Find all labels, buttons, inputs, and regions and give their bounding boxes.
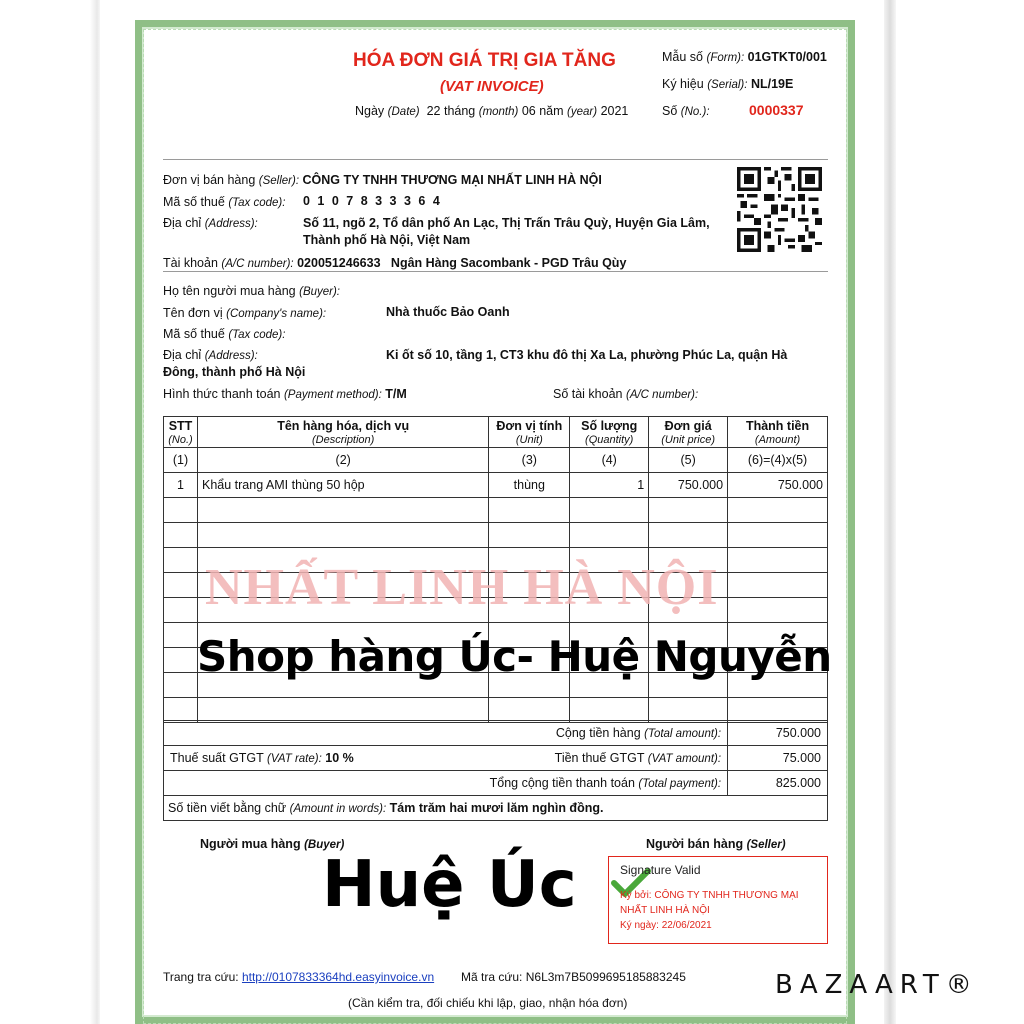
item-quantity: 1 bbox=[570, 473, 649, 498]
signature-valid-text: Signature Valid bbox=[620, 863, 701, 877]
buyer-account-en: (A/C number): bbox=[625, 389, 699, 401]
serial-label: Ký hiệu bbox=[662, 77, 704, 91]
no-label: Số bbox=[662, 104, 678, 118]
seller-account-en: (A/C number): bbox=[221, 258, 294, 270]
buyer-address-en: (Address): bbox=[204, 350, 258, 362]
col-number: (3) bbox=[489, 448, 570, 473]
col-number: (1) bbox=[164, 448, 198, 473]
year-word: năm bbox=[539, 104, 564, 118]
col-header-en: (No.) bbox=[168, 434, 193, 446]
invoice-date bbox=[355, 104, 628, 118]
invoice-title: HÓA ĐƠN GIÁ TRỊ GIA TĂNG bbox=[353, 50, 616, 71]
col-header-unit bbox=[489, 417, 570, 448]
year-label: (year) bbox=[567, 106, 598, 118]
col-number: (5) bbox=[649, 448, 728, 473]
col-header-quantity bbox=[570, 417, 649, 448]
buyer-account-row bbox=[553, 387, 698, 401]
seller-tax-en: (Tax code): bbox=[228, 197, 286, 209]
date-label: (Date) bbox=[387, 106, 420, 118]
page-edge-right bbox=[884, 0, 896, 1024]
digital-signature-box bbox=[608, 856, 828, 944]
buyer-sign-label: Người mua hàng bbox=[200, 837, 301, 851]
signed-date: Ký ngày: 22/06/2021 bbox=[620, 920, 712, 931]
seller-account: 020051246633 Ngân Hàng Sacombank - PGD Trâu Qùy bbox=[297, 256, 627, 270]
buyer-tax-en: (Tax code): bbox=[228, 329, 286, 341]
buyer-name-row bbox=[163, 284, 340, 298]
item-no: 1 bbox=[164, 473, 198, 498]
lookup-row bbox=[163, 970, 434, 984]
serial-number bbox=[662, 77, 793, 91]
subtotal-value: 750.000 bbox=[728, 721, 828, 746]
payment-method-row bbox=[163, 387, 407, 401]
seller-signature-label bbox=[646, 837, 786, 851]
code-label: Mã tra cứu: bbox=[461, 970, 523, 984]
table-row-empty bbox=[164, 498, 828, 523]
buyer-address-label: Địa chỉ bbox=[163, 348, 202, 362]
serial-value: NL/19E bbox=[750, 77, 794, 91]
divider bbox=[163, 159, 828, 160]
buyer-address-line1: Ki ốt số 10, tầng 1, CT3 khu đô thị Xa La, phường Phúc La, quận Hà bbox=[386, 348, 788, 362]
col-header-amount bbox=[728, 417, 828, 448]
col-number: (6)=(4)x(5) bbox=[728, 448, 828, 473]
column-number-row bbox=[164, 448, 828, 473]
vat-row bbox=[164, 746, 828, 771]
lookup-code-row bbox=[461, 970, 686, 984]
month-label: (month) bbox=[478, 106, 519, 118]
subtotal-row bbox=[164, 721, 828, 746]
footer-note: (Cần kiểm tra, đối chiếu khi lập, giao, nhận hóa đơn) bbox=[348, 996, 628, 1010]
seller-tax-label: Mã số thuế bbox=[163, 195, 225, 209]
date-prefix: Ngày bbox=[355, 104, 385, 118]
invoice-number bbox=[662, 104, 710, 118]
table-row-empty bbox=[164, 523, 828, 548]
item-unit: thùng bbox=[489, 473, 570, 498]
vat-amount-en: (VAT amount): bbox=[647, 753, 722, 765]
col-header-en: (Quantity) bbox=[585, 434, 634, 446]
invoice-number-value: 0000337 bbox=[749, 102, 804, 118]
total-value: 825.000 bbox=[728, 771, 828, 796]
vat-amount-label-group bbox=[555, 751, 721, 765]
seller-label: Đơn vị bán hàng bbox=[163, 173, 256, 187]
date-month: 06 bbox=[521, 104, 536, 118]
company-label: Tên đơn vị bbox=[163, 306, 223, 320]
total-label-cell bbox=[164, 771, 728, 796]
item-amount: 750.000 bbox=[728, 473, 828, 498]
col-header-description bbox=[197, 417, 488, 448]
invoice-subtitle: (VAT INVOICE) bbox=[440, 78, 544, 95]
table-row bbox=[164, 473, 828, 498]
buyer-address-line2: Đông, thành phố Hà Nội bbox=[163, 365, 306, 379]
signed-by-line2: NHẤT LINH HÀ NỘI bbox=[620, 905, 710, 916]
buyer-tax-label: Mã số thuế bbox=[163, 327, 225, 341]
seller-account-row bbox=[163, 256, 626, 270]
overlay-shop-text: Shop hàng Úc- Huệ Nguyễn bbox=[197, 632, 832, 681]
amount-words-cell bbox=[164, 796, 828, 821]
col-header-label: Thành tiền bbox=[745, 419, 810, 433]
seller-account-label: Tài khoản bbox=[163, 256, 218, 270]
seller-address-line2: Thành phố Hà Nội, Việt Nam bbox=[303, 233, 471, 247]
seller-name: CÔNG TY TNHH THƯƠNG MẠI NHẤT LINH HÀ NỘI bbox=[302, 173, 602, 187]
buyer-company-label-row bbox=[163, 306, 326, 320]
signed-by-line1: Ký bởi: CÔNG TY TNHH THƯƠNG MẠI bbox=[620, 890, 799, 901]
col-header-label: STT bbox=[168, 419, 193, 433]
buyer-label: Họ tên người mua hàng bbox=[163, 284, 296, 298]
form-en: (Form): bbox=[706, 52, 745, 64]
vat-amount-value: 75.000 bbox=[728, 746, 828, 771]
seller-tax-label-row bbox=[163, 195, 285, 209]
brand-logo: BAZAART® bbox=[775, 970, 979, 1000]
table-header-row bbox=[164, 417, 828, 448]
lookup-link[interactable]: http://0107833364hd.easyinvoice.vn bbox=[241, 970, 435, 984]
col-header-en: (Unit price) bbox=[661, 434, 716, 446]
seller-sign-en: (Seller) bbox=[746, 839, 786, 851]
no-en: (No.): bbox=[680, 106, 710, 118]
form-label: Mẫu số bbox=[662, 50, 703, 64]
vat-label-cell bbox=[164, 746, 728, 771]
subtotal-label-cell bbox=[164, 721, 728, 746]
seller-address-label: Địa chỉ bbox=[163, 216, 202, 230]
lookup-label: Trang tra cứu: bbox=[163, 970, 239, 984]
payment-en: (Payment method): bbox=[283, 389, 382, 401]
buyer-account-label: Số tài khoản bbox=[553, 387, 623, 401]
buyer-address-label-row bbox=[163, 348, 258, 362]
seller-address-en: (Address): bbox=[204, 218, 258, 230]
col-header-en: (Description) bbox=[311, 434, 375, 446]
lookup-code: N6L3m7B5099695185883245 bbox=[525, 970, 686, 984]
month-word: tháng bbox=[443, 104, 476, 118]
vat-amount-label: Tiền thuế GTGT bbox=[554, 751, 645, 765]
vat-rate-label: Thuế suất GTGT bbox=[170, 751, 264, 765]
subtotal-en: (Total amount): bbox=[644, 728, 722, 740]
divider bbox=[163, 271, 828, 272]
col-header-label: Tên hàng hóa, dịch vụ bbox=[277, 419, 410, 433]
buyer-en: (Buyer): bbox=[299, 286, 341, 298]
buyer-tax-row bbox=[163, 327, 285, 341]
overlay-name-text: Huệ Úc bbox=[322, 848, 577, 922]
subtotal-label: Cộng tiền hàng bbox=[555, 726, 641, 740]
payment-method: T/M bbox=[385, 387, 407, 401]
form-value: 01GTKT0/001 bbox=[747, 50, 827, 64]
seller-tax-code: 0 1 0 7 8 3 3 3 6 4 bbox=[303, 194, 442, 208]
words-en: (Amount in words): bbox=[289, 803, 387, 815]
amount-words-row bbox=[164, 796, 828, 821]
total-row bbox=[164, 771, 828, 796]
col-number: (2) bbox=[197, 448, 488, 473]
col-header-unit-price bbox=[649, 417, 728, 448]
total-label: Tổng cộng tiền thanh toán bbox=[489, 776, 635, 790]
amount-in-words: Tám trăm hai mươi lăm nghìn đồng. bbox=[389, 801, 604, 815]
item-description: Khẩu trang AMI thùng 50 hộp bbox=[197, 473, 488, 498]
col-header-label: Số lượng bbox=[581, 419, 638, 433]
seller-en: (Seller): bbox=[258, 175, 300, 187]
col-header-no bbox=[164, 417, 198, 448]
vat-rate-en: (VAT rate): bbox=[267, 753, 322, 765]
page-edge-left bbox=[0, 0, 100, 1024]
buyer-company: Nhà thuốc Bảo Oanh bbox=[386, 305, 510, 319]
total-en: (Total payment): bbox=[638, 778, 722, 790]
buyer-sign-en: (Buyer) bbox=[304, 839, 345, 851]
col-header-label: Đơn vị tính bbox=[496, 419, 563, 433]
col-header-en: (Amount) bbox=[754, 434, 801, 446]
table-row-empty bbox=[164, 698, 828, 723]
totals-table bbox=[163, 720, 828, 821]
serial-en: (Serial): bbox=[707, 79, 748, 91]
seller-name-row bbox=[163, 173, 602, 187]
date-day: 22 bbox=[426, 104, 441, 118]
form-number bbox=[662, 50, 827, 64]
company-en: (Company's name): bbox=[226, 308, 327, 320]
col-number: (4) bbox=[570, 448, 649, 473]
words-label: Số tiền viết bằng chữ bbox=[168, 801, 287, 815]
watermark-text: NHẤT LINH HÀ NỘI bbox=[205, 559, 719, 616]
item-unit-price: 750.000 bbox=[649, 473, 728, 498]
vat-rate: 10 % bbox=[325, 751, 354, 765]
qr-code bbox=[737, 167, 822, 252]
seller-sign-label: Người bán hàng bbox=[646, 837, 744, 851]
col-header-en: (Unit) bbox=[515, 434, 543, 446]
date-year: 2021 bbox=[600, 104, 629, 118]
seller-address-label-row bbox=[163, 216, 258, 230]
payment-label: Hình thức thanh toán bbox=[163, 387, 281, 401]
seller-address-line1: Số 11, ngõ 2, Tổ dân phố An Lạc, Thị Trấn Trâu Quỳ, Huyện Gia Lâm, bbox=[303, 216, 710, 230]
col-header-label: Đơn giá bbox=[664, 419, 712, 433]
